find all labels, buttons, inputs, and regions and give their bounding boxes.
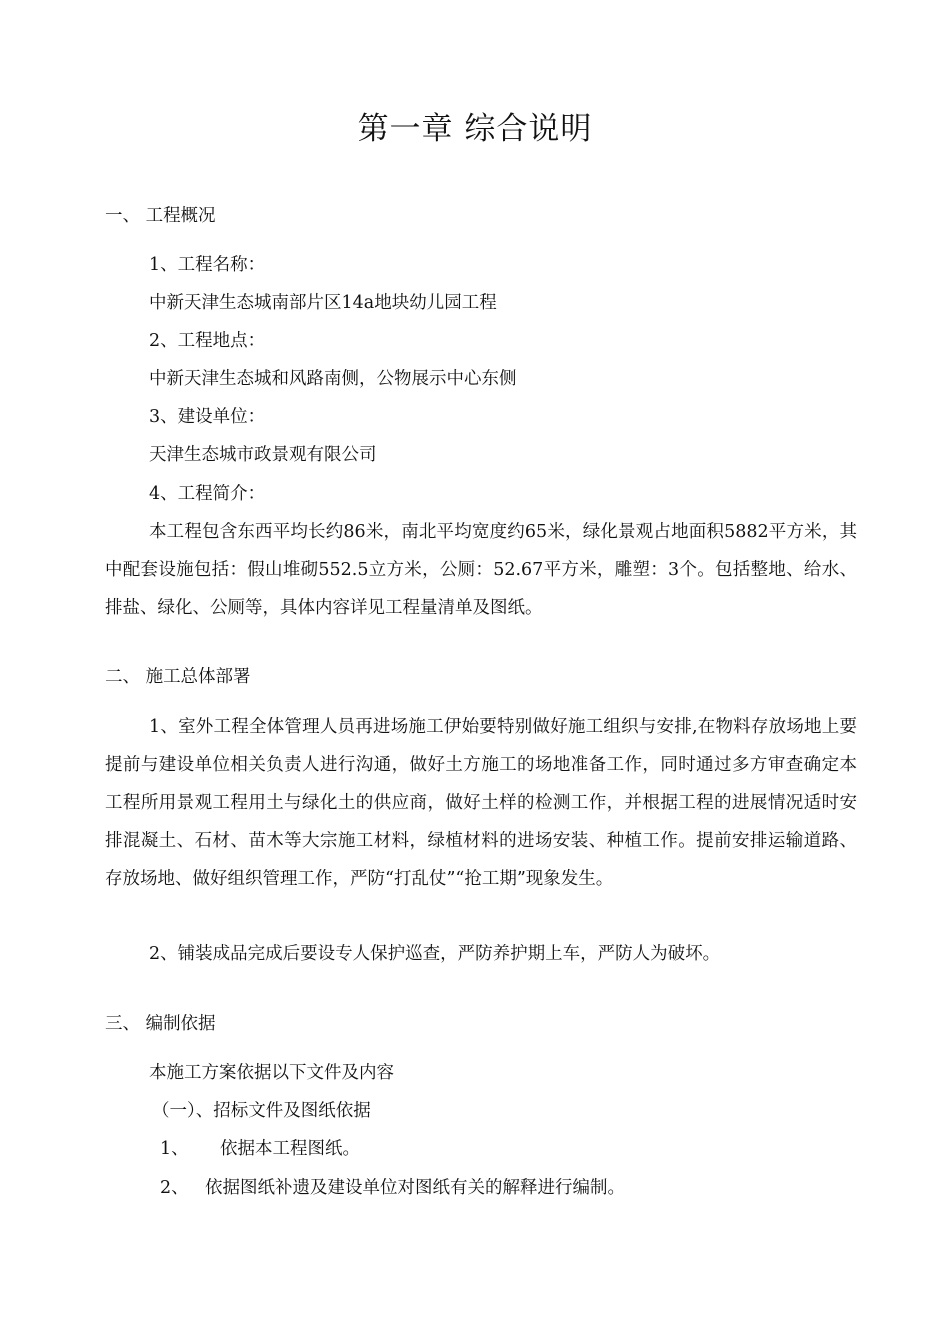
project-intro-paragraph: 本工程包含东西平均长约86米，南北平均宽度约65米，绿化景观占地面积5882平方米，其中配套设施包括：假山堆砌552.5立方米，公厕：52.67平方米，雕塑：3个。包括整地、给水、排盐、绿化、公厕等，具体内容详见工程量清单及图纸。: [105, 522, 857, 618]
section-heading-basis: 三、 编制依据: [105, 1014, 216, 1034]
project-name-label: 1、工程名称：: [149, 255, 266, 275]
deployment-paragraph-2: 2、铺装成品完成后要设专人保护巡查，严防养护期上车，严防人为破坏。: [149, 944, 721, 964]
list-item-text: 依据图纸补遗及建设单位对图纸有关的解释进行编制。: [205, 1178, 625, 1198]
basis-intro: 本施工方案依据以下文件及内容: [149, 1063, 394, 1083]
project-location-value: 中新天津生态城和风路南侧，公物展示中心东侧: [149, 369, 517, 389]
project-intro-label: 4、工程简介：: [149, 484, 266, 504]
basis-subheading: （一）、招标文件及图纸依据: [152, 1101, 371, 1121]
list-item-text: 依据本工程图纸。: [220, 1139, 360, 1159]
page-title: 第一章 综合说明: [357, 111, 593, 147]
owner-unit-label: 3、建设单位：: [149, 407, 266, 427]
section-heading-deployment: 二、 施工总体部署: [105, 667, 251, 687]
project-name-value: 中新天津生态城南部片区14a地块幼儿园工程: [149, 293, 497, 313]
deployment-paragraph-1: 1、室外工程全体管理人员再进场施工伊始要特别做好施工组织与安排,在物料存放场地上要提前与建设单位相关负责人进行沟通，做好土方施工的场地准备工作，同时通过多方审查确定本工程所用景观工程用土与绿化土的供应商，做好土样的检测工作，并根据工程的进展情况适时安排混凝土、石材、苗木等大宗施工材料，绿植材料的进场安装、种植工作。提前安排运输道路、存放场地、做好组织管理工作，严防“打乱仗”“抢工期”现象发生。: [105, 717, 857, 889]
section-heading-overview: 一、 工程概况: [105, 206, 216, 226]
list-item-number: 1、: [160, 1139, 189, 1159]
project-location-label: 2、工程地点：: [149, 331, 266, 351]
owner-unit-value: 天津生态城市政景观有限公司: [149, 445, 377, 465]
list-item-number: 2、: [160, 1178, 189, 1198]
